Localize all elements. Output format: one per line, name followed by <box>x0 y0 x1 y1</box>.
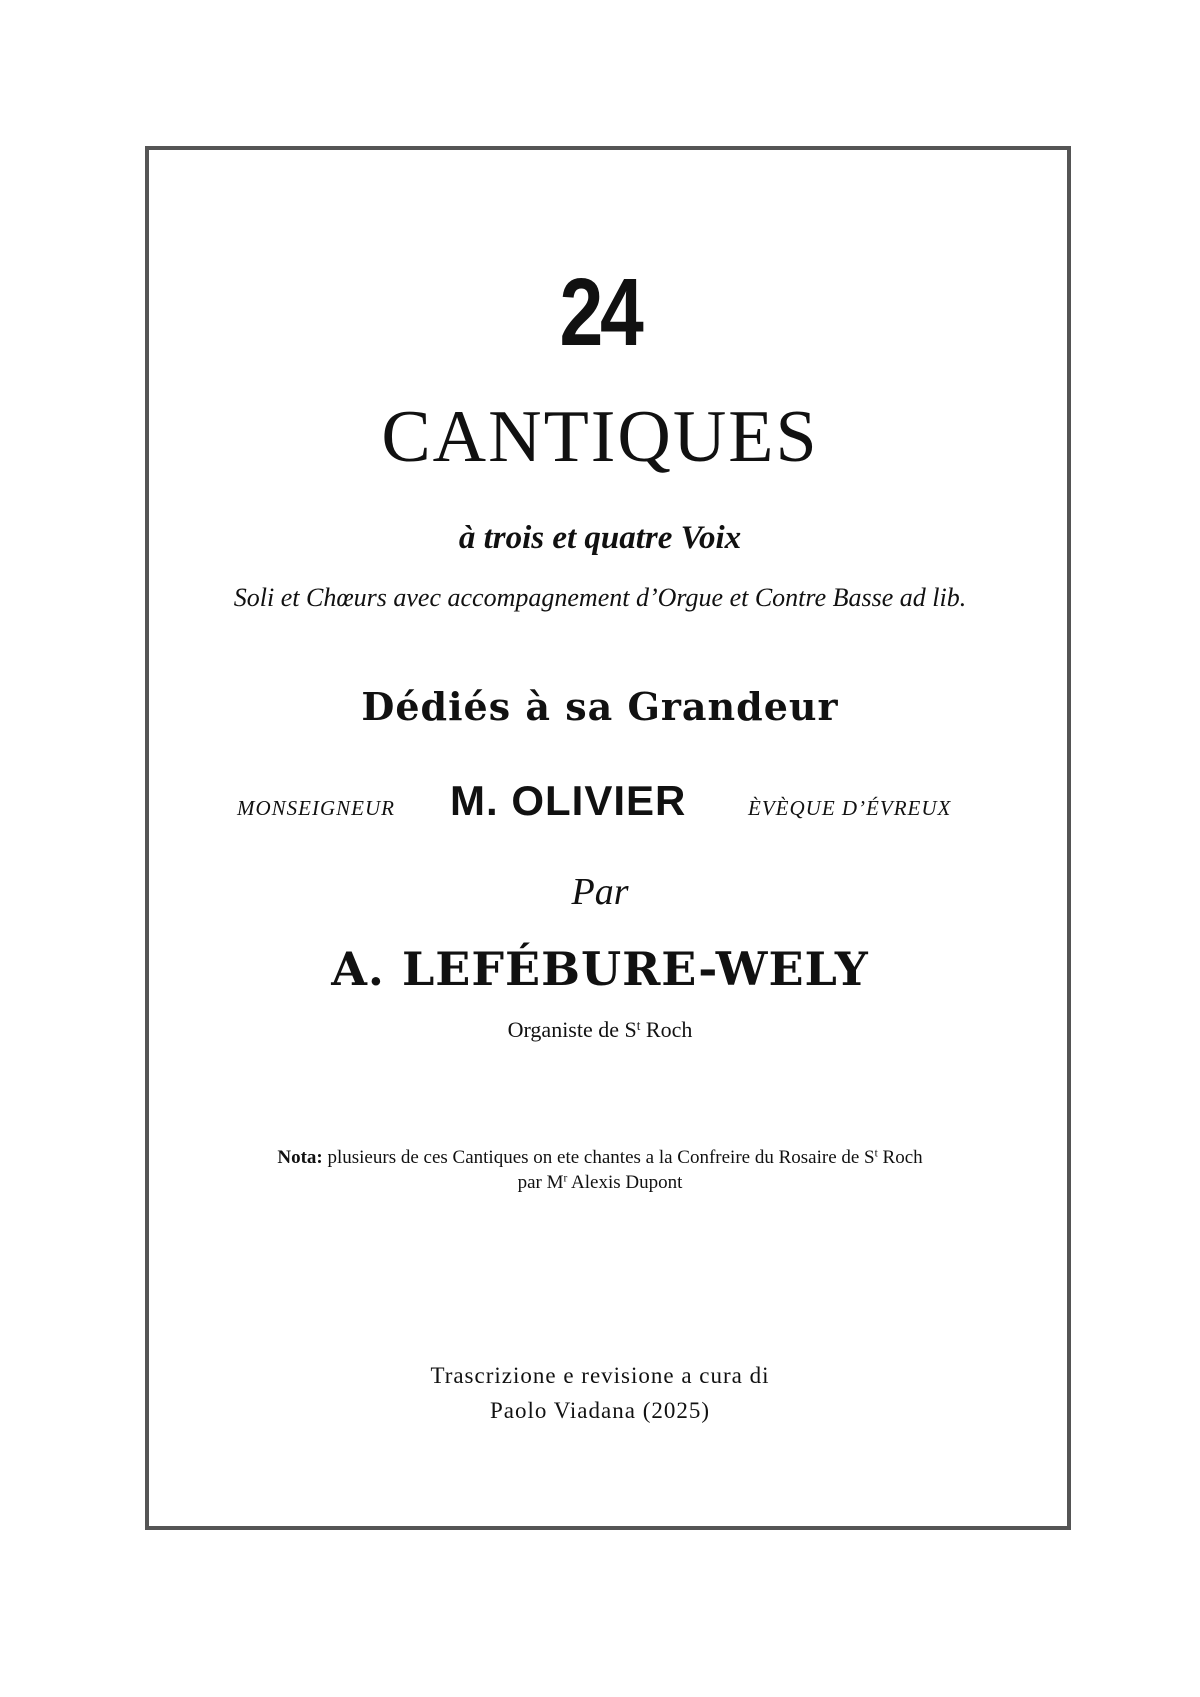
nota-text-end: Roch <box>877 1147 923 1168</box>
by-label: Par <box>571 871 629 913</box>
dedication-heading: Dédiés à sa Grandeur <box>361 684 839 729</box>
voices-subtitle: à trois et quatre Voix <box>458 520 742 556</box>
dedicatee-name: M. OLIVIER <box>450 777 687 824</box>
composer-position <box>0 1017 1200 1043</box>
nota-label: Nota: <box>277 1147 323 1168</box>
position-suffix: Roch <box>640 1017 693 1042</box>
nota-superscript-1: t <box>874 1147 878 1160</box>
collection-title: CANTIQUES <box>381 396 819 478</box>
nota-line-1 <box>0 1145 1200 1170</box>
credit-line-2: Paolo Viadana (2025) <box>489 1398 711 1423</box>
transcription-credit <box>0 1358 1200 1428</box>
composer-name: A. LEFÉBURE-WELY <box>331 942 869 996</box>
nota-line-2-prefix: par M <box>517 1172 564 1193</box>
position-prefix: Organiste de S <box>507 1017 637 1042</box>
nota-block <box>0 1145 1200 1195</box>
honorific: MONSEIGNEUR <box>237 796 395 820</box>
credit-line-1: Trascrizione e revisione a cura di <box>430 1363 770 1388</box>
nota-superscript-2: r <box>563 1172 568 1185</box>
position-superscript: t <box>636 1017 641 1033</box>
dedicatee-office: ÈVÈQUE D’ÉVREUX <box>748 796 952 820</box>
nota-line-2-suffix: Alexis Dupont <box>567 1172 683 1193</box>
instrumentation-line: Soli et Chœurs avec accompagnement d’Orgue et Contre Basse ad lib. <box>233 583 967 612</box>
nota-line-2 <box>0 1170 1200 1195</box>
collection-number: 24 <box>559 259 641 366</box>
nota-text: plusieurs de ces Cantiques on ete chantes a la Confreire du Rosaire de S <box>322 1147 875 1168</box>
dedicatee-row <box>0 777 1200 837</box>
